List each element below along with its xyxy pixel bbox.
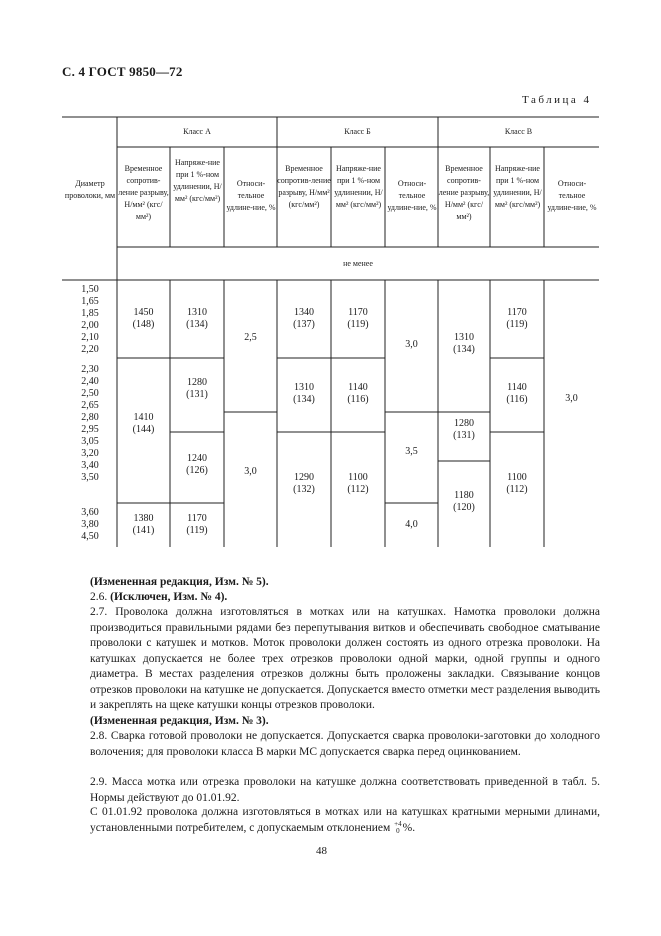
- b-ts-cell: 1290 (132): [293, 472, 315, 495]
- a-ts-cell: 1380 (141): [132, 513, 155, 536]
- v-ts-cell: 1310 (134): [453, 332, 475, 355]
- b-ts-header: Временное сопротив-ление разрыву, Н/мм² (кгс/мм²): [277, 164, 331, 209]
- b-el-cell: 3,5: [405, 446, 418, 457]
- col-diameter-header: Диаметр проволоки, мм: [64, 179, 116, 200]
- v-ts-header: Временное сопротив-ление разрыву, Н/мм² (кгс/мм²): [438, 164, 490, 221]
- a-st-cell: 1170 (119): [186, 513, 208, 536]
- class-a-header: Класс А: [183, 127, 211, 136]
- clause-2-8: 2.8. Сварка готовой проволоки не допускается. Допускается сварка проволоки-заготовки до холодного волочения; для проволоки класса В марки МС допускается сварка перед оцинкованием.: [90, 730, 600, 758]
- v-el-cell: 3,0: [565, 393, 578, 404]
- b-el-header: Относи-тельное удлине-ние, %: [387, 179, 437, 212]
- a-st-header: Напряже-ние при 1 %-ном удлинении, Н/мм² (кгс/мм²): [173, 158, 222, 203]
- a-el-cell: 2,5: [244, 332, 257, 343]
- v-ts-cell: 1280 (131): [453, 418, 475, 441]
- b-st-cell: 1170 (119): [347, 307, 369, 330]
- a-el-cell: 3,0: [244, 466, 257, 477]
- tolerance-sub: 0: [396, 826, 400, 835]
- b-st-cell: 1140 (116): [347, 382, 369, 405]
- class-v-header: Класс В: [504, 127, 533, 136]
- v-el-header: Относи-тельное удлине-ние, %: [547, 179, 597, 212]
- clause-2-9-cont-text: С 01.01.92 проволока должна изготовляться в мотках или на катушках кратными мерными длинами, установленными потребителем, с допускаемым отклонением: [90, 806, 600, 834]
- diameters-group-2: 2,30 2,40 2,50 2,65 2,80 2,95 3,05 3,20 3,40 3,50: [81, 364, 99, 483]
- not-less-label: не менее: [343, 259, 373, 268]
- a-st-cell: 1240 (126): [186, 453, 208, 476]
- amendment-note-5: (Измененная редакция, Изм. № 5).: [90, 576, 269, 588]
- a-ts-header: Временное сопротив-ление разрыву, Н/мм² (кгс/мм²): [118, 164, 169, 221]
- a-el-header: Относи-тельное удлине-ние, %: [226, 179, 276, 212]
- table-caption: Таблица 4: [522, 94, 592, 106]
- clause-2-9-continuation: [90, 805, 600, 836]
- clause-2-6-number: 2.6.: [90, 591, 108, 603]
- a-st-cell: 1280 (131): [186, 377, 208, 400]
- page-number: 48: [316, 845, 327, 857]
- diameters-group-1: 1,50 1,65 1,85 2,00 2,10 2,20: [81, 284, 99, 355]
- b-ts-cell: 1310 (134): [293, 382, 315, 405]
- tolerance-unit: %.: [402, 821, 416, 834]
- class-b-header: Класс Б: [344, 127, 371, 136]
- a-st-cell: 1310 (134): [186, 307, 208, 330]
- b-st-header: Напряже-ние при 1 %-ном удлинении, Н/мм² (кгс/мм²): [334, 164, 383, 209]
- v-st-header: Напряже-ние при 1 %-ном удлинении, Н/мм² (кгс/мм²): [493, 164, 542, 209]
- b-st-cell: 1100 (112): [347, 472, 369, 495]
- clause-2-9: 2.9. Масса мотка или отрезка проволоки на катушке должна соответствовать приведенной в табл. 5. Нормы действуют до 01.01.92.: [90, 776, 600, 804]
- a-ts-cell: 1410 (144): [132, 412, 155, 435]
- b-ts-cell: 1340 (137): [293, 307, 315, 330]
- v-st-cell: 1140 (116): [506, 382, 528, 405]
- clause-2-6-text: (Исключен, Изм. № 4).: [110, 591, 228, 603]
- a-ts-cell: 1450 (148): [132, 307, 155, 330]
- v-st-cell: 1170 (119): [506, 307, 528, 330]
- page-header: С. 4 ГОСТ 9850—72: [62, 64, 183, 79]
- diameters-group-3: 3,60 3,80 4,50: [81, 507, 99, 542]
- v-ts-cell: 1180 (120): [453, 490, 475, 513]
- b-el-cell: 4,0: [405, 519, 418, 530]
- clause-2-6: [90, 590, 600, 606]
- tolerance-sup: +4: [394, 819, 402, 828]
- v-st-cell: 1100 (112): [506, 472, 528, 495]
- b-el-cell: 3,0: [405, 339, 418, 350]
- clause-2-7: 2.7. Проволока должна изготовляться в мотках или на катушках. Намотка проволоки должна производиться правильными рядами без перепутывания витков и обеспечивать свободное сматывание проволоки с катушек и мотков. Моток проволоки должен состоять из одного отрезка проволоки. На катушках допускается не более трех отрезков проволоки одной марки, одной группы и одного диаметра. В местах разделения отрезков должны быть проложены закладки. Связывание концов отрезков проволоки на катушке не допускается. Допускается вместо отметки мест разделения выводить и закреплять на щеке катушки концы отрезков проволоки.: [90, 606, 601, 711]
- amendment-note-3: (Измененная редакция, Изм. № 3).: [90, 715, 269, 727]
